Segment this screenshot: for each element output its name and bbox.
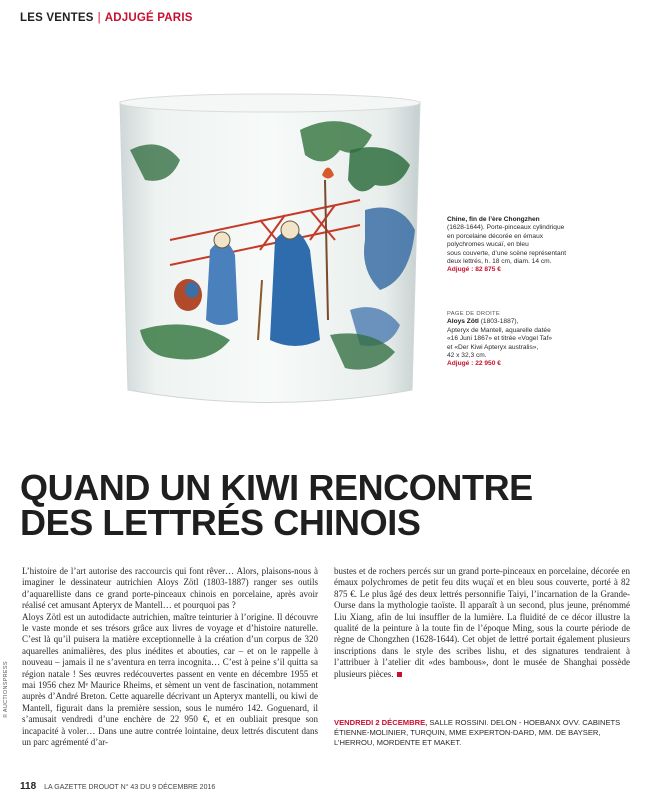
sale-date: VENDREDI 2 DÉCEMBRE, (334, 718, 428, 727)
article-headline (20, 467, 620, 543)
article-column-2 (334, 566, 630, 680)
headline-line-2: DES LETTRÉS CHINOIS (20, 502, 421, 543)
photo-credit: © AUCTIONSPRESS (3, 661, 9, 718)
brush-pot-photo (110, 90, 430, 425)
headline-line-1: QUAND UN KIWI RENCONTRE (20, 467, 533, 508)
publication-info: LA GAZETTE DROUOT N° 43 DU 9 DÉCEMBRE 2016 (44, 784, 216, 791)
caption-label: PAGE DE DROITE (447, 311, 501, 317)
section-header (20, 12, 193, 24)
caption-line: polychromes wucaï, en bleu (447, 241, 529, 249)
caption-brush-pot-title: Chine, fin de l’ère Chongzhen (447, 216, 540, 223)
caption-artist: Aloys Zötl (447, 318, 479, 326)
subsection-name: ADJUGÉ PARIS (104, 12, 193, 24)
caption-price: Adjugé : 82 875 € (447, 266, 501, 274)
section-name: LES VENTES (20, 12, 94, 24)
caption-line: Apteryx de Mantell, aquarelle datée (447, 326, 551, 334)
caption-line: et «Der Kiwi Apteryx australis», (447, 343, 539, 351)
section-separator: | (97, 12, 101, 24)
article-paragraph: Aloys Zötl est un autodidacte autrichien, maître teinturier à l’origine. Il découvre le vaste monde et ses trésors grâce aux livres de voyage et d’histoire naturelle. C’est là qu’il puisera la matière exceptionnelle à la création d’un corpus de 320 aquarelles animalières, des plus inédites et abouties, car – et on le rappelle à nouveau – jamais il ne s’aventura en terra incognita… C’est à peine s’il quitta sa région natale ! Ses œuvres redécouvertes passent en vente en décembre 1955 et mai 1956 chez Mᵉ Maurice Rheims, et sèment un vent de fascination, notamment auprès d’André Breton. Cette aquarelle décrivant un Apteryx mantelli, ou kiwi de Mantell, figurait dans la première session, sous le numéro 142. Goguenard, il s’amusait vendredi d’une enchère de 22 950 €, et en oubliait presque son incapacité à voler… Dans une autre contrée lointaine, deux lettrés discutent dans un parc agrémenté d’ar- (22, 611, 318, 748)
caption-line: «16 Juni 1867» et titrée «Vogel Taf» (447, 335, 553, 343)
caption-brush-pot (447, 216, 615, 275)
article-paragraph: bustes et de rochers percés sur un grand porte-pinceaux en porcelaine, décorée en émaux polychromes de petit feu dits wuçaï et en bleu sous couverte, porté à 82 875 €. Le plus âgé des deux lettrés personnifie Taiyi, l’incarnation de la Grande-Ourse dans la mythologie taoïste. Il apparaît à un second, plus jeune, prénommé Liu Xiang, afin de lui insuffler de la lumière. La fluidité de ce décor illustre la qualité de la peinture à la toute fin de l’époque Ming, sous la courte période de règne de Chongzhen (1628-1644). Cet objet de lettré portait également plusieurs inscriptions dans le style des scribes lishu, et des signatures tendraient à l’attribuer à l’atelier dit «des bambous», dont le musée de Shanghai possède plusieurs pièces. (334, 566, 630, 679)
caption-artist-dates: (1803-1887), (478, 318, 519, 326)
caption-line: sous couverte, d’une scène représentant (447, 249, 567, 257)
article-paragraph: L’histoire de l’art autorise des raccourcis qui font rêver… Alors, plaisons-nous à imaginer le dessinateur autrichien Aloys Zötl (1803-1887) ranger ses outils d’aquarelliste dans ce grand porte-pinceaux chinois en porcelaine, après avoir réalisé cet amusant Apteryx de Mantell… et pourquoi pas ? (22, 566, 318, 611)
page-footer (20, 781, 215, 792)
caption-line: 42 x 32,3 cm. (447, 352, 487, 360)
article-column-1 (22, 566, 318, 749)
caption-price: Adjugé : 22 950 € (447, 360, 501, 368)
caption-line: deux lettrés, h. 18 cm, diam. 14 cm. (447, 258, 552, 266)
page-number: 118 (20, 781, 37, 792)
sale-info-box (334, 718, 630, 748)
caption-line: en porcelaine décorée en émaux (447, 232, 544, 240)
caption-watercolor (447, 310, 615, 369)
end-mark-icon (397, 672, 402, 677)
caption-line: (1628-1644). Porte-pinceaux cylindrique (447, 224, 565, 232)
sale-details: SALLE ROSSINI. DELON - HOEBANX OVV. CABINETS ÉTIENNE-MOLINIER, TURQUIN, MME EXPERTON-DARD, MM. DE BAYSER, L’HERROU, MORDENTE ET MAKET. (334, 718, 621, 747)
